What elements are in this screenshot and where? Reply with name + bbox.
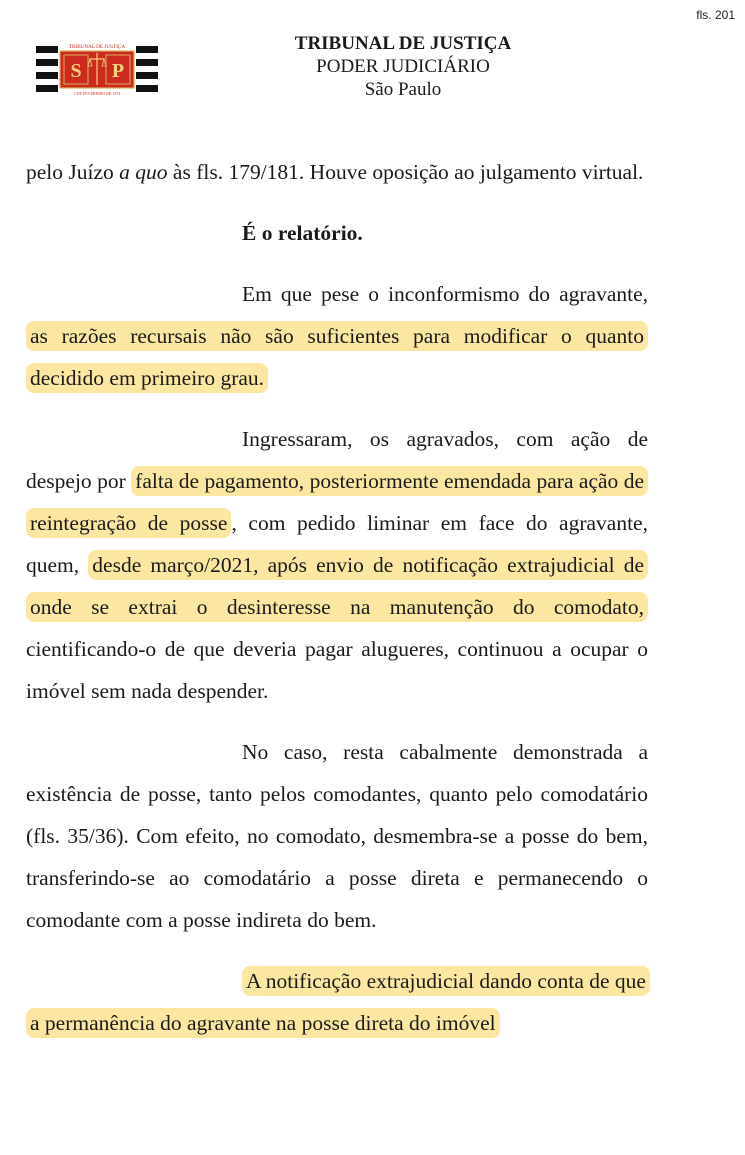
court-seal-logo [36, 38, 158, 100]
svg-text:3 DE FEVEREIRO DE 1874: 3 DE FEVEREIRO DE 1874 [73, 91, 121, 96]
text-span: Em que pese o inconformismo do agravante, [242, 282, 648, 306]
text-span: Ingressaram, os agravados, com ação de despejo por [26, 427, 648, 493]
svg-text:S: S [70, 60, 82, 82]
paragraph-5 [26, 960, 648, 1044]
text-span: , com pedido liminar em face do agravante, quem, [26, 511, 648, 577]
svg-text:TRIBUNAL DE JUSTIÇA: TRIBUNAL DE JUSTIÇA [68, 44, 126, 50]
document-header [253, 32, 553, 101]
highlight: falta de pagamento, posteriormente emendada para ação de reintegração de posse [26, 466, 648, 538]
text-span: pelo Juízo [26, 160, 120, 184]
section-heading: É o relatório. [242, 221, 363, 245]
paragraph-4: No caso, resta cabalmente demonstrada a existência de posse, tanto pelos comodantes, quanto pelo comodatário (fls. 35/36). Com efeito, no comodato, desmembra-se a posse do bem, transferindo-se ao comodatário a posse direta e permanecendo o comodante com a posse indireta do bem. [26, 740, 648, 932]
italic-text: a quo [119, 160, 168, 184]
header-location: São Paulo [364, 79, 442, 100]
highlight: desde março/2021, após envio de notificação extrajudicial de onde se extrai o desinteresse na manutenção do comodato, [26, 550, 648, 622]
text-span: cientificando-o de que deveria pagar alugueres, continuou a ocupar o imóvel sem nada despender. [26, 637, 648, 703]
text-span: às fls. 179/181. Houve oposição ao julgamento virtual. [167, 160, 644, 184]
highlight: as razões recursais não são suficientes para modificar o quanto decidido em primeiro grau. [26, 321, 648, 393]
paragraph-2 [26, 273, 648, 399]
svg-text:P: P [111, 60, 125, 82]
page-number-label: fls. 201 [696, 8, 735, 22]
document-body [26, 151, 648, 1063]
paragraph-3 [26, 418, 648, 712]
paragraph-1 [26, 151, 648, 193]
header-title: TRIBUNAL DE JUSTIÇA [294, 33, 512, 54]
header-subtitle: PODER JUDICIÁRIO [316, 56, 490, 77]
highlight: A notificação extrajudicial dando conta de que a permanência do agravante na posse direta do imóvel [26, 966, 650, 1038]
